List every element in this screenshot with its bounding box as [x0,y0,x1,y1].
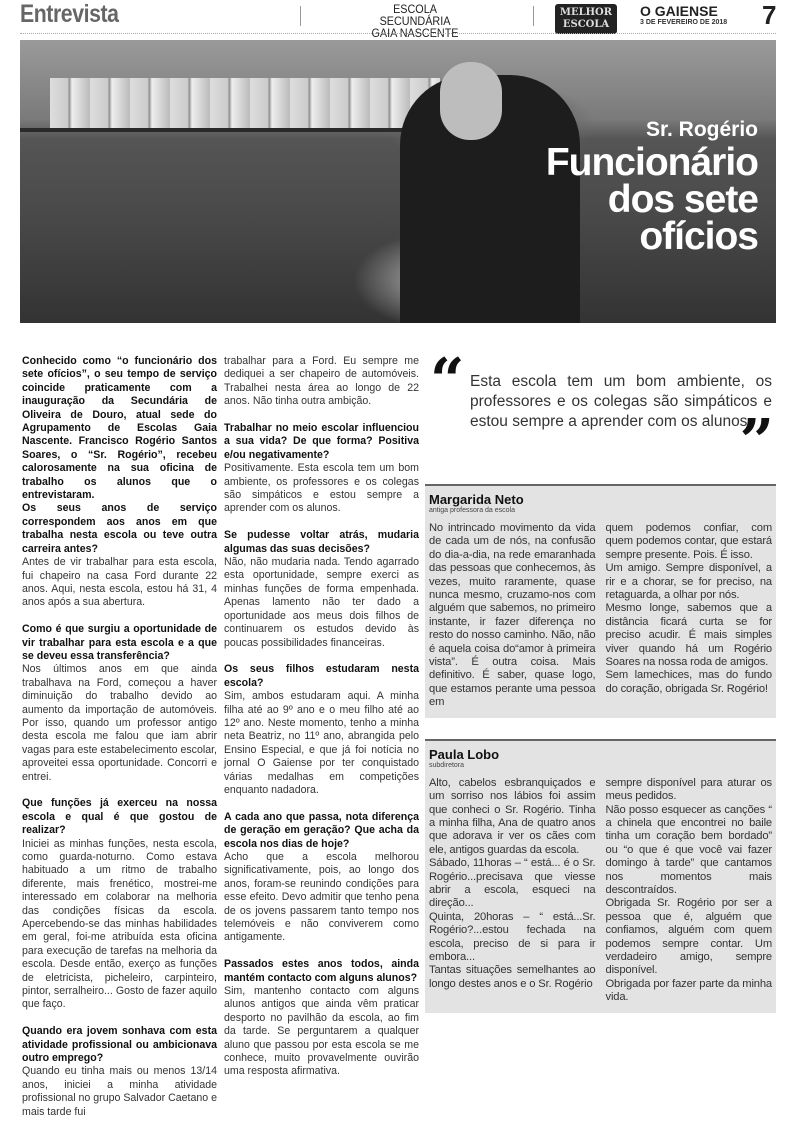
lead-paragraph: Conhecido como “o funcionário dos sete ofícios”, o seu tempo de serviço coincide praticamente com a inauguração da Secundária de Oliveira de Douro, atual sede do Agrupamento de Escolas Gaia Nascente. Francisco Rogério Santos Soares, o “Sr. Rogério”, recebeu calorosamente na sua oficina de trabalho os alunos que o entrevistaram. [22,355,217,502]
melhor-escola-logo [555,4,617,34]
answer: Antes de vir trabalhar para esta escola, fui chapeiro na casa Ford durante 22 anos. Aqui, nesta escola, estou há 31, 4 anos após a sua abertura. [22,556,217,609]
testimonial-role: antiga professora da escola [429,507,515,514]
section-title: Entrevista [20,0,119,28]
question: Quando era jovem sonhava com esta atividade profissional ou ambicionava outro emprego? [22,1025,217,1065]
answer: Nos últimos anos em que ainda trabalhava na Ford, começou a haver diminuição do trabalho devido ao aumento da importação de automóveis. Por isso, quando um professor antigo desta escola me falou que iam abrir vagas para este estabelecimento escolar, aproveitei essa oportunidade. Concorri e entrei. [22,663,217,783]
divider [533,6,534,26]
school-line2: GAIA NASCENTE [371,26,459,40]
interview-block [22,355,217,610]
interview-block [224,663,419,797]
interview-block [224,355,419,409]
interview-block [22,623,217,784]
paint-cans [50,78,440,128]
answer: Positivamente. Esta escola tem um bom ambiente, os professores e os colegas são simpáticos e estou sempre a aprender com os alunos. [224,462,419,515]
issue-date: 3 DE FEVEREIRO DE 2018 [640,19,728,26]
logo-line2: ESCOLA [562,19,610,30]
article-column-1 [22,355,217,1133]
answer: Sim, mantenho contacto com alguns alunos antigos que ainda vêm praticar desporto no pavilhão da escola, ao fim da tarde. Se perguntarem a qualquer aluno que passou por esta escola se me conhece, muito provavelmente ouvirão uma resposta afirmativa. [224,985,419,1078]
article-column-2 [224,355,419,1092]
testimonial-name: Paula Lobo [429,746,500,762]
question: Os seus filhos estudaram nesta escola? [224,663,419,689]
question: Se pudesse voltar atrás, mudaria algumas das suas decisões? [224,529,419,555]
interview-block [224,958,419,1079]
answer: Sim, ambos estudaram aqui. A minha filha até ao 9º ano e o meu filho até ao 12º ano. Neste momento, tenho a minha neta Beatriz, no 11º ano, abrangida pelo Ensino Especial, e que já foi notícia no jornal O Gaiense por ter conquistado várias medalhas em competições enquanto nadadora. [224,690,419,796]
testimonial-box [425,739,776,1013]
question: Os seus anos de serviço correspondem aos anos em que trabalha nesta escola ou teve outra carreira antes? [22,502,217,555]
testimonial-name: Margarida Neto [429,492,524,507]
close-quote-icon: ” [739,407,774,477]
answer: Acho que a escola melhorou significativamente, pois, ao longo dos anos, foram-se reunindo condições para esse efeito. Devo admitir que tenho pena de os jovens passarem tanto tempo nos telemóveis e não conviverem como antigamente. [224,850,419,944]
testimonial-text: No intrincado movimento da vida de cada um de nós, na confusão do dia-a-dia, na rede emaranhada das pessoas que conhecemos, às vezes, muito raramente, quase nunca mesmo, cruzamo-nos com alguém que sabemos, no primeiro instante, ir fazer diferença no resto do nosso caminho. Não, não é aquela coisa do“amor à primeira vista”. É outra coisa. Mais definitivo. É saber, quase logo, que estamos perante uma pessoa em [429,522,596,709]
question: Que funções já exerceu na nossa escola e qual é que gostou de realizar? [22,797,217,837]
interview-block [22,1025,217,1119]
pull-quote [430,346,776,477]
workshop-photo [20,40,776,323]
testimonial-text: sempre disponível para aturar os meus pedidos. Não posso esquecer as canções “ a chinela que encontrei no baile tinha um coração bem bordado” ou “o que é que você vai fazer domingo à tarde” que cantamos nos momentos mais descontraídos. Obrigada Sr. Rogério por ser a pessoa que é, alguém que confiamos, alguém com quem podemos sempre contar. Um verdadeiro amigo, sempre disponível. Obrigada por fazer parte da minha vida. [605,776,772,1004]
headline: Funcionário dos sete ofícios [545,141,758,258]
newspaper-name: O GAIENSE [640,3,718,19]
answer: Iniciei as minhas funções, nesta escola, como guarda-noturno. Como estava habituado a um ritmo de trabalho diferente, mais frenético, mostrei-me interessado em colaborar na melhoria das condições físicas da escola. Apercebendo-se das minhas habilidades em geral, foi-me atribuída esta oficina para execução de tarefas na melhoria da escola. Desde então, exerço as funções de eletricista, picheleiro, carpinteiro, pintor, serralheiro... Gosto de fazer aquilo que faço. [22,837,217,1011]
pull-quote-text: Esta escola tem um bom ambiente, os professores e os colegas são simpáticos e estou sempre a aprender com os alunos [470,373,772,430]
school-line1: ESCOLA SECUNDÁRIA [379,2,451,28]
answer: Quando eu tinha mais ou menos 13/14 anos, iniciei a minha atividade profissional no grupo Salvador Caetano e mais tarde fui [22,1065,217,1118]
interview-block [224,422,419,516]
page-header [0,0,794,40]
logo-line1: MELHOR [559,7,613,18]
worker-head [440,62,502,140]
page-number: 7 [762,0,777,30]
question: A cada ano que passa, nota diferença de geração em geração? Que acha da escola nos dias de hoje? [224,810,419,850]
divider [300,6,301,26]
testimonial-text: quem podemos confiar, com quem podemos contar, que estará sempre presente. Pois. É isso. Um amigo. Sempre disponível, a rir e a chorar, se for preciso, na retaguarda, a olhar por nós. Mesmo longe, sabemos que a distância ficará curta se for preciso acudir. É mais simples viver quando há um Rogério Soares na nossa roda de amigos. Sem lamechices, mas do fundo do coração, obrigada Sr. Rogério! [605,522,772,695]
question: Como é que surgiu a oportunidade de vir trabalhar para esta escola e a que se deveu essa transferência? [22,623,217,662]
question: Passados estes anos todos, ainda mantém contacto com alguns alunos? [224,958,419,984]
answer: trabalhar para a Ford. Eu sempre me dediquei a ser chapeiro de automóveis. Trabalhei nesta área ao longo de 22 anos. Não tinha outra ambição. [224,355,419,408]
testimonial-box [425,484,776,718]
testimonial-role: subdiretora [429,761,465,769]
header-rule [20,33,776,34]
interview-block [224,529,419,650]
testimonials [425,484,776,1013]
shelf [20,128,420,132]
interview-block [22,797,217,1012]
answer: Não, não mudaria nada. Tendo agarrado esta oportunidade, sempre exerci as minhas funções de forma empenhada. Apenas lamento não ter dado a oportunidade aos meus dois filhos de continuarem os estudos devido às poucas possibilidades financeiras. [224,556,419,649]
open-quote-icon: “ [430,346,465,416]
testimonial-text: Alto, cabelos esbranquiçados e um sorriso nos lábios foi assim que conheci o Sr. Rogério. Tinha a minha filha, Ana de quatro anos que adorava ir ver os cães com ele, antigos guardas da escola. Sábado, 11horas – “ está... é o Sr. Rogério...precisava que viesse abrir a escola, esqueci na direção... Quinta, 20horas – “ está...Sr. Rogério?...estou fechada na escola, preciso de si para ir embora... Tantas situações semelhantes ao longo destes anos e o Sr. Rogério [429,776,596,990]
question: Trabalhar no meio escolar influenciou a sua vida? De que forma? Positiva e/ou negativamente? [224,422,419,461]
headline-kicker: Sr. Rogério [645,118,758,141]
interview-block [224,811,419,945]
